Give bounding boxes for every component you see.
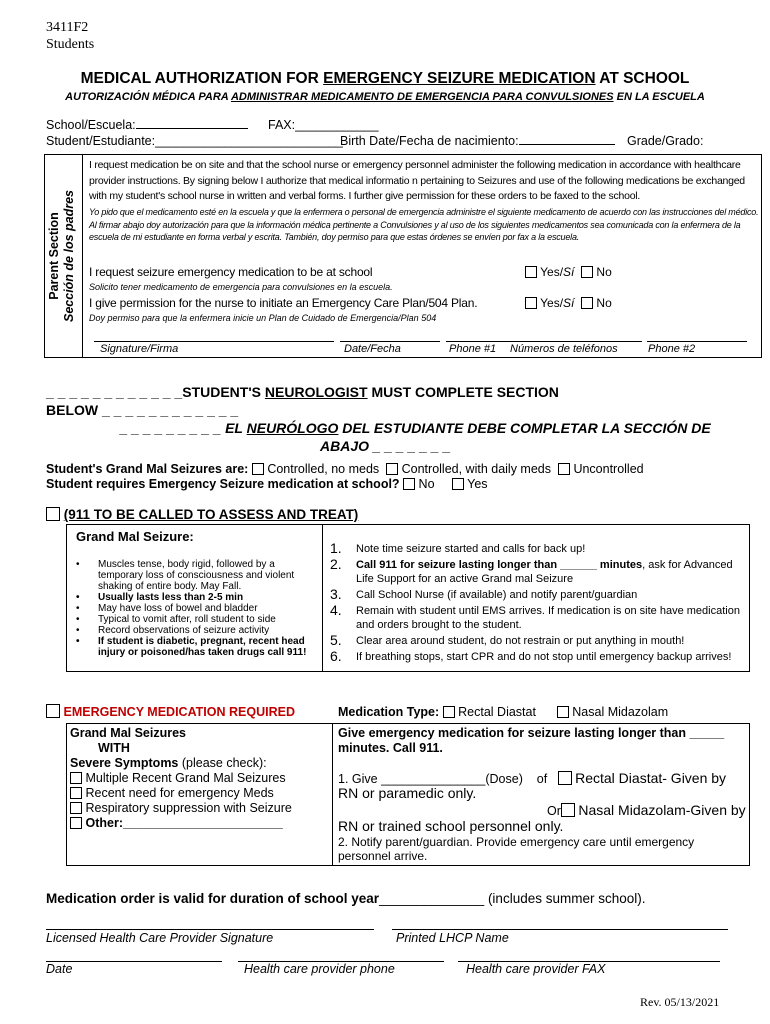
phone2-line[interactable] <box>647 341 747 342</box>
order-validity: Medication order is valid for duration of school year______________ (includes summer school). <box>46 891 646 906</box>
provider-fax-label: Health care provider FAX <box>466 962 606 976</box>
list-item: • If student is diabetic, pregnant, recent head injury or poisoned/has taken drugs call 911! <box>76 636 316 658</box>
revision-date: Rev. 05/13/2021 <box>640 995 720 1009</box>
phone2-label: Phone #2 <box>648 343 696 355</box>
signature-label: Signature/Firma <box>100 343 179 355</box>
neurologist-banner-es-abajo: ABAJO _ _ _ _ _ _ _ <box>320 438 451 454</box>
grand-mal-heading: Grand Mal Seizure: <box>76 529 194 544</box>
list-item: • Record observations of seizure activity <box>76 625 316 636</box>
rn-trained-note: RN or trained school personnel only. <box>338 818 564 834</box>
medication-type-row: Medication Type: Rectal Diastat Nasal Midazolam <box>338 705 669 719</box>
give-nasal-row: Or Nasal Midazolam-Given by <box>547 802 746 818</box>
emergency-med-heading: EMERGENCY MEDICATION REQUIRED <box>46 704 295 719</box>
grade-field[interactable]: Grade/Grado: <box>627 134 704 148</box>
list-item: 1. Note time seizure started and calls for back up! <box>330 540 586 556</box>
care-plan-yes-checkbox[interactable] <box>525 297 537 309</box>
fax-field[interactable]: FAX:____________ <box>268 118 379 132</box>
list-item: 2. Call 911 for seizure lasting longer than ______ minutes, ask for Advanced Life Support for an active Grand mal Seizure <box>330 556 733 585</box>
call-911-divider <box>322 524 323 672</box>
printed-name-label: Printed LHCP Name <box>396 931 509 945</box>
request-medication-question: I request seizure emergency medication to be at school <box>89 265 373 279</box>
parent-consent-text: I request medication be on site and that the school nurse or emergency personnel administer the following medication in accordance with healthcare provider instructions. By signing below I authorize that medical informatio n pertaining to Seizures and use of the following medications be exchanged with my student's school nurse in written and verbal forms. I further give permission for these orders to be faxed to the school. <box>89 159 745 202</box>
request-medication-options: Yes/Sí No <box>525 265 612 279</box>
care-plan-question: I give permission for the nurse to initiate an Emergency Care Plan/504 Plan. <box>89 296 478 310</box>
neurologist-banner-below: BELOW _ _ _ _ _ _ _ _ _ _ _ _ <box>46 402 239 418</box>
call-911-heading: (911 TO BE CALLED TO ASSESS AND TREAT) <box>46 507 358 522</box>
controlled-no-meds-checkbox[interactable] <box>252 463 264 475</box>
other-checkbox[interactable] <box>70 817 82 829</box>
requires-no-checkbox[interactable] <box>403 478 415 490</box>
provider-signature-line[interactable] <box>46 929 374 930</box>
respiratory-suppression-checkbox[interactable] <box>70 802 82 814</box>
school-field[interactable]: School/Escuela: <box>46 118 248 132</box>
printed-name-line[interactable] <box>392 929 728 930</box>
request-yes-checkbox[interactable] <box>525 266 537 278</box>
list-item: • May have loss of bowel and bladder <box>76 603 316 614</box>
seizure-status-row: Student's Grand Mal Seizures are: Controlled, no meds Controlled, with daily meds Uncontrolled <box>46 462 644 476</box>
give-rectal-checkbox[interactable] <box>558 771 572 785</box>
parent-section-divider <box>82 154 83 358</box>
student-field[interactable]: Student/Estudiante:___________________________ <box>46 134 343 148</box>
page-title: MEDICAL AUTHORIZATION FOR EMERGENCY SEIZURE MEDICATION AT SCHOOL <box>80 70 690 87</box>
list-item: 5. Clear area around student, do not restrain or put anything in mouth! <box>330 632 685 648</box>
form-code: 3411F2 <box>46 20 89 35</box>
step-list <box>330 542 748 666</box>
give-dose-row: 1. Give _______________(Dose) of Rectal Diastat- Given by <box>338 770 727 786</box>
list-item: • Usually lasts less than 2-5 min <box>76 592 316 603</box>
requires-medication-row: Student requires Emergency Seizure medication at school? No Yes <box>46 477 488 491</box>
provider-phone-label: Health care provider phone <box>244 962 395 976</box>
request-medication-question-es: Solicito tener medicamento de emergencia para convulsiones en la escuela. <box>89 282 393 292</box>
page-title-es: AUTORIZACIÓN MÉDICA PARA ADMINISTRAR MEDICAMENTO DE EMERGENCIA PARA CONVULSIONES EN LA ESCUELA <box>65 91 705 103</box>
nasal-midazolam-checkbox[interactable] <box>557 706 569 718</box>
list-item: 6. If breathing stops, start CPR and do not stop until emergency backup arrives! <box>330 648 732 664</box>
symptom-list <box>76 559 316 658</box>
date-label: Date/Fecha <box>344 343 401 355</box>
notify-parent-note: 2. Notify parent/guardian. Provide emergency care until emergency personnel arrive. <box>338 835 695 863</box>
parent-consent-text-es: Yo pido que el medicamento esté en la escuela y que la enfermera o personal de emergencia administre el siguiente medicamento de acuerdo con las instrucciones del médico. Al firmar abajo doy autorización para que la información médica pertinente a Convulsiones y al uso de los siguientes medicamentos sea comunicada con la enfermera de la escuela de mi estudiante en forma verbal y escrita. También, doy permiso para que estas órdenes se envíen por fax a la escuela. <box>89 207 759 242</box>
give-nasal-checkbox[interactable] <box>561 803 575 817</box>
list-item: • Muscles tense, body rigid, followed by a temporary loss of consciousness and violent shaking of entire body. May Fall. <box>76 559 316 592</box>
uncontrolled-checkbox[interactable] <box>558 463 570 475</box>
list-item: • Typical to vomit after, roll student to side <box>76 614 316 625</box>
call-911-checkbox[interactable] <box>46 507 60 521</box>
neurologist-banner: _ _ _ _ _ _ _ _ _ _ _ _STUDENT'S NEUROLOGIST MUST COMPLETE SECTION <box>46 384 559 400</box>
list-item: 3. Call School Nurse (if available) and notify parent/guardian <box>330 586 638 602</box>
emergency-med-divider <box>332 723 333 866</box>
request-no-checkbox[interactable] <box>581 266 593 278</box>
phone1-line[interactable] <box>446 341 642 342</box>
requires-yes-checkbox[interactable] <box>452 478 464 490</box>
provider-signature-label: Licensed Health Care Provider Signature <box>46 931 274 945</box>
form-category: Students <box>46 37 95 52</box>
care-plan-question-es: Doy permiso para que la enfermera inicie un Plan de Cuidado de Emergencia/Plan 504 <box>89 313 437 323</box>
signature-line[interactable] <box>94 341 334 342</box>
rectal-diastat-checkbox[interactable] <box>443 706 455 718</box>
rn-paramedic-note: RN or paramedic only. <box>338 785 477 801</box>
neurologist-banner-es: _ _ _ _ _ _ _ _ _ EL NEURÓLOGO DEL ESTUDIANTE DEBE COMPLETAR LA SECCIÓN DE <box>120 420 711 436</box>
emergency-med-checkbox[interactable] <box>46 704 60 718</box>
phone1-label: Phone #1 <box>449 343 497 355</box>
list-item: 4. Remain with student until EMS arrives. If medication is on site have medication and orders brought to the student. <box>330 602 740 631</box>
severe-symptoms-panel: Grand Mal Seizures WITH Severe Symptoms (please check): Multiple Recent Grand Mal Seizures Recent need for emergency Meds Respiratory suppression with Seizure Other:_______________________ <box>70 726 292 830</box>
date-label-footer: Date <box>46 962 73 976</box>
recent-emergency-meds-checkbox[interactable] <box>70 787 82 799</box>
birth-date-field[interactable]: Birth Date/Fecha de nacimiento: <box>340 134 615 148</box>
parent-section-label: Parent Section Sección de los padres <box>47 190 76 322</box>
care-plan-no-checkbox[interactable] <box>581 297 593 309</box>
care-plan-options: Yes/Sí No <box>525 296 612 310</box>
date-line[interactable] <box>340 341 440 342</box>
give-medication-instruction: Give emergency medication for seizure lasting longer than _____ minutes. Call 911. <box>338 726 725 755</box>
phone-numbers-label: Números de teléfonos <box>510 343 618 355</box>
multiple-seizures-checkbox[interactable] <box>70 772 82 784</box>
controlled-daily-meds-checkbox[interactable] <box>386 463 398 475</box>
